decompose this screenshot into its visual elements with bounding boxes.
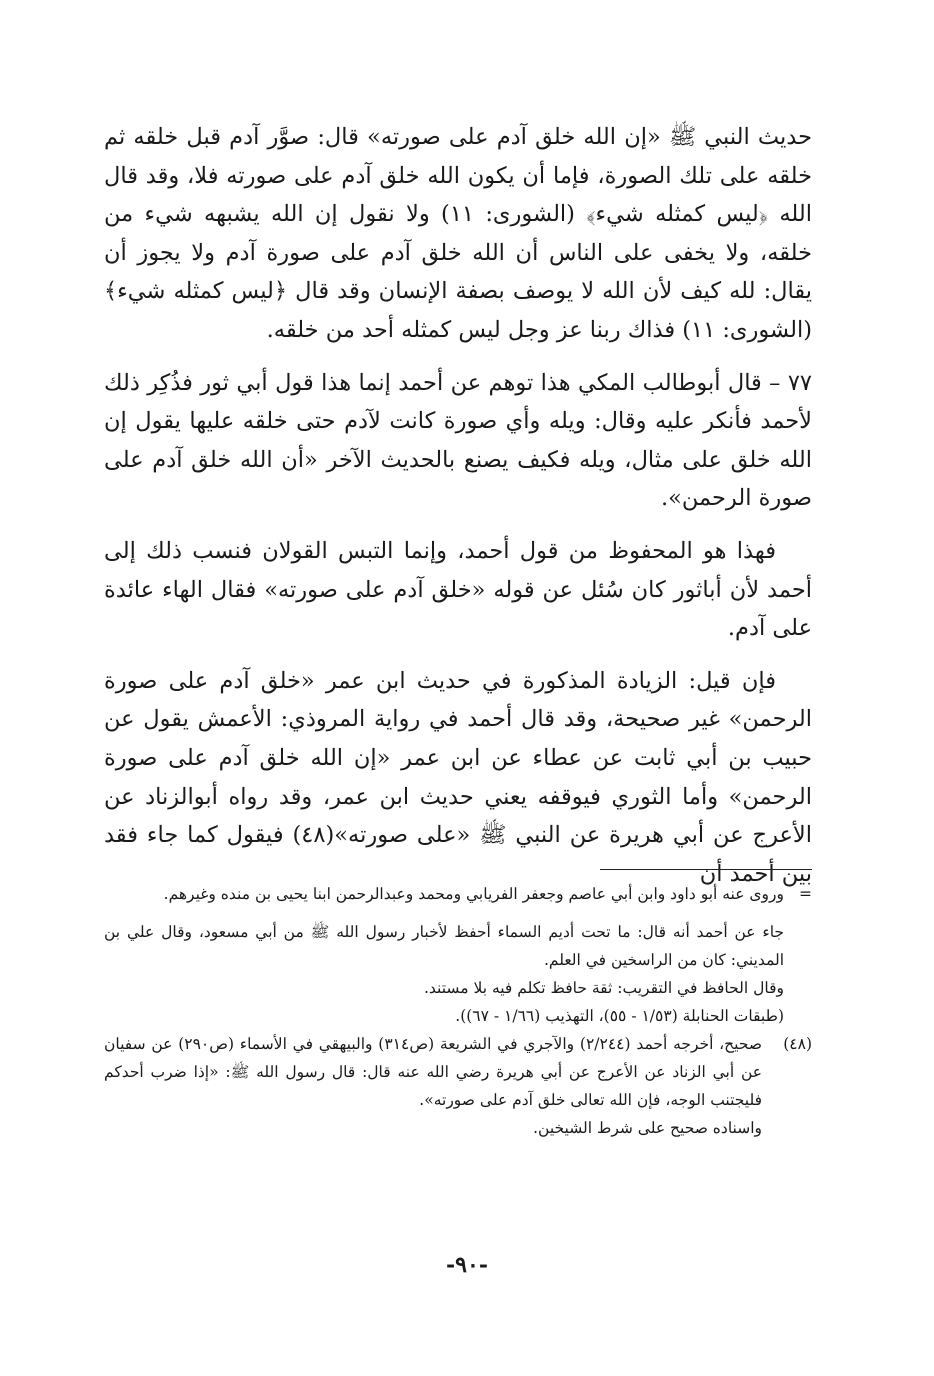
footnote-continuation-text: وروى عنه أبو داود وابن أبي عاصم وجعفر الفريابي ومحمد وعبدالرحمن ابنا يحيى بن منده وغيرهم. <box>163 885 784 903</box>
page-number: -٩٠- <box>446 1252 488 1278</box>
footnote-48-number: (٤٨) <box>783 1035 812 1053</box>
footnote-separator <box>600 869 812 870</box>
paragraph-objection: فإن قيل: الزيادة المذكورة في حديث ابن عمر «خلق آدم على صورة الرحمن» غير صحيحة، وقد قال أحمد في رواية المروذي: الأعمش يقول عن حبيب بن أبي ثابت عن عطاء عن ابن عمر «إن الله خلق آدم على صورة الرحمن» وأما الثوري فيوقفه يعني حديث ابن عمر، وقد رواه أبوالزناد عن الأعرج عن أبي هريرة عن النبي ﷺ «على صورته»(٤٨) فيقول كما جاء فقد بين أحمد أن <box>104 667 812 887</box>
continuation-mark: = <box>799 885 812 903</box>
footnote-48-grading: واسناده صحيح على شرط الشيخين. <box>533 1119 762 1137</box>
paragraph-preserved-saying: فهذا هو المحفوظ من قول أحمد، وإنما التبس القولان فنسب ذلك إلى أحمد لأن أباثور كان سُئل عن قوله «خلق آدم على صورته» فقال الهاء عائدة على آدم. <box>104 537 812 642</box>
page-content <box>104 118 812 1137</box>
footnote-48-text: صحيح، أخرجه أحمد (٢/٢٤٤) والآجري في الشريعة (ص٣١٤) والبيهقي في الأسماء (ص٢٩٠) عن سفيان عن أبي الزناد عن الأعرج عن أبي هريرة رضي الله عنه قال: قال رسول الله ﷺ: «إذا ضرب أحدكم فليجتنب الوجه، فإن الله تعالى خلق آدم على صورته». <box>104 1035 763 1109</box>
footnote-line: وقال الحافظ في التقريب: ثقة حافظ تكلم فيه بلا مستند. <box>423 979 784 997</box>
footnotes <box>104 880 812 1142</box>
footnote-continuation <box>104 880 812 908</box>
footnote-line: (طبقات الحنابلة (١/٥٣ - ٥٥)، التهذيب (١/٦٦ - ٦٧)). <box>455 1007 784 1025</box>
paragraph-hadith-explanation: حديث النبي ﷺ «إن الله خلق آدم على صورته» قال: صوَّر آدم قبل خلقه ثم خلقه على تلك الصورة، فإما أن يكون الله خلق آدم على صورته فلا، وقد قال الله ﴿ليس كمثله شيء﴾ (الشورى: ١١) ولا نقول إن الله يشبهه شيء من خلقه، ولا يخفى على الناس أن الله خلق آدم على صورة آدم ولا يجوز أن يقال: لله كيف لأن الله لا يوصف بصفة الإنسان وقد قال ﴿ليس كمثله شيء﴾ (الشورى: ١١) فذاك ربنا عز وجل ليس كمثله أحد من خلقه. <box>104 124 812 343</box>
paragraph-77: ٧٧ – قال أبوطالب المكي هذا توهم عن أحمد إنما هذا قول أبي ثور فذُكِر ذلك لأحمد فأنكر عليه وقال: ويله وأي صورة كانت لآدم حتى خلقه عليها يقول إن الله خلق على مثال، ويله فكيف يصنع بالحديث الآخر «أن الله خلق آدم على صورة الرحمن». <box>104 369 812 512</box>
footnote-48 <box>104 1030 812 1142</box>
footnote-narrator-block <box>104 918 812 1030</box>
main-text <box>104 118 812 893</box>
footnote-line: جاء عن أحمد أنه قال: ما تحت أديم السماء أحفظ لأخبار رسول الله ﷺ من أبي مسعود، وقال علي بن المديني: كان من الراسخين في العلم. <box>104 923 784 969</box>
